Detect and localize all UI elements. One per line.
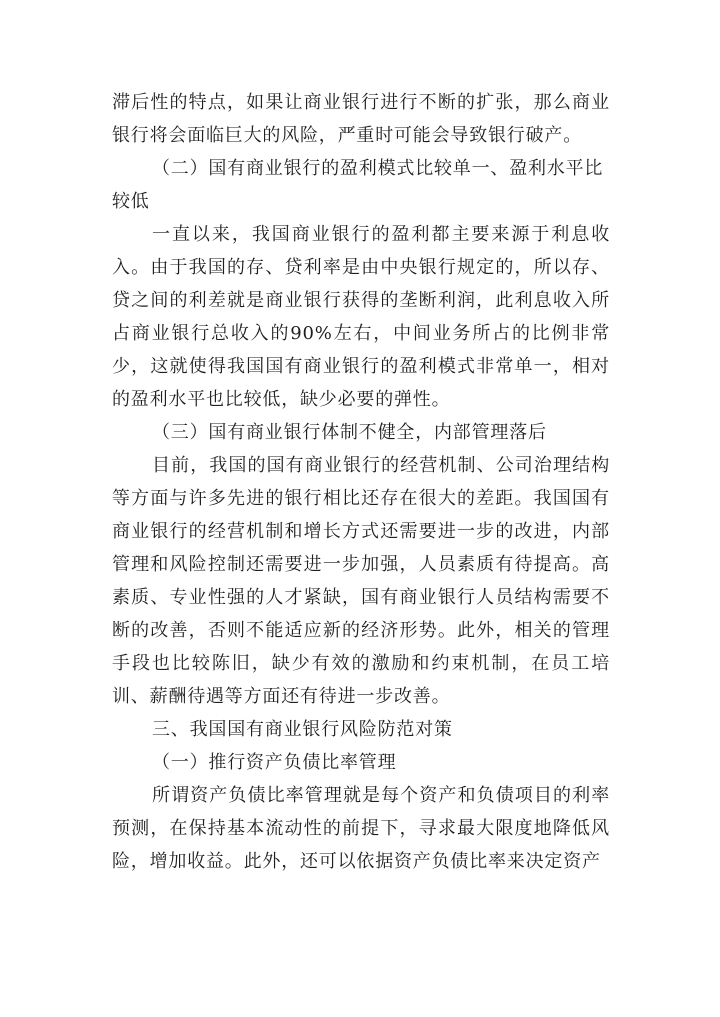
paragraph-4: 所谓资产负债比率管理就是每个资产和负债项目的利率预测，在保持基本流动性的前提下，寻求最大限度地降低风险，增加收益。此外，还可以依据资产负债比率来决定资产 — [112, 785, 610, 872]
paragraph-2: 一直以来，我国商业银行的盈利都主要来源于利息收入。由于我国的存、贷利率是由中央银行规定的，所以存、贷之间的利差就是商业银行获得的垄断利润，此利息收入所占商业银行总收入的90%左右，中间业务所占的比例非常少，这就使得我国国有商业银行的盈利模式非常单一，相对的盈利水平也比较低，缺少必要的弹性。 — [112, 224, 610, 410]
document-page — [112, 86, 610, 878]
section-heading-1: （一）推行资产负债比率管理 — [152, 752, 397, 773]
section-heading-2: （二）国有商业银行的盈利模式比较单一、盈利水平比较低 — [112, 158, 604, 212]
chapter-heading-3: 三、我国国有商业银行风险防范对策 — [152, 719, 453, 740]
paragraph-1: 滞后性的特点，如果让商业银行进行不断的扩张，那么商业银行将会面临巨大的风险，严重时可能会导致银行破产。 — [112, 92, 610, 146]
paragraph-3: 目前，我国的国有商业银行的经营机制、公司治理结构等方面与许多先进的银行相比还存在很大的差距。我国国有商业银行的经营机制和增长方式还需要进一步的改进，内部管理和风险控制还需要进一步加强，人员素质有待提高。高素质、专业性强的人才紧缺，国有商业银行人员结构需要不断的改善，否则不能适应新的经济形势。此外，相关的管理手段也比较陈旧，缺少有效的激励和约束机制，在员工培训、薪酬待遇等方面还有待进一步改善。 — [112, 455, 610, 707]
section-heading-3: （三）国有商业银行体制不健全，内部管理落后 — [152, 422, 547, 443]
